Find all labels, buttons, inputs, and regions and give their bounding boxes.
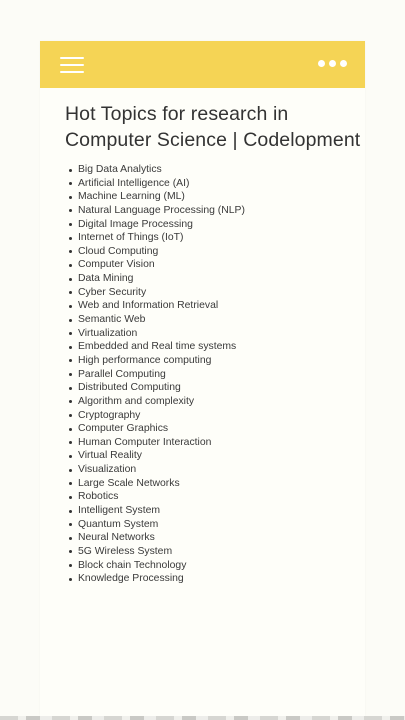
list-item: Natural Language Processing (NLP) xyxy=(65,204,245,218)
list-item: Distributed Computing xyxy=(65,381,245,395)
list-item: Block chain Technology xyxy=(65,559,245,573)
list-item: Semantic Web xyxy=(65,313,245,327)
list-item: Cyber Security xyxy=(65,286,245,300)
list-item: Web and Information Retrieval xyxy=(65,299,245,313)
list-item: Large Scale Networks xyxy=(65,477,245,491)
list-item: Artificial Intelligence (AI) xyxy=(65,177,245,191)
list-item: Embedded and Real time systems xyxy=(65,340,245,354)
list-item: 5G Wireless System xyxy=(65,545,245,559)
list-item: Knowledge Processing xyxy=(65,572,245,586)
list-item: Quantum System xyxy=(65,518,245,532)
list-item: Computer Graphics xyxy=(65,422,245,436)
list-item: Machine Learning (ML) xyxy=(65,190,245,204)
list-item: Parallel Computing xyxy=(65,368,245,382)
list-item: Algorithm and complexity xyxy=(65,395,245,409)
list-item: Big Data Analytics xyxy=(65,163,245,177)
topic-list xyxy=(65,163,245,586)
list-item: Computer Vision xyxy=(65,258,245,272)
list-item: Internet of Things (IoT) xyxy=(65,231,245,245)
top-bar xyxy=(40,41,365,88)
list-item: Human Computer Interaction xyxy=(65,436,245,450)
hamburger-menu-icon[interactable] xyxy=(60,55,84,74)
more-options-icon[interactable] xyxy=(318,60,347,68)
list-item: Data Mining xyxy=(65,272,245,286)
list-item: High performance computing xyxy=(65,354,245,368)
bottom-edge-strip xyxy=(0,716,405,720)
list-item: Cloud Computing xyxy=(65,245,245,259)
list-item: Virtualization xyxy=(65,327,245,341)
article-card xyxy=(40,41,365,716)
list-item: Robotics xyxy=(65,490,245,504)
list-item: Visualization xyxy=(65,463,245,477)
list-item: Intelligent System xyxy=(65,504,245,518)
list-item: Virtual Reality xyxy=(65,449,245,463)
list-item: Neural Networks xyxy=(65,531,245,545)
page-title: Hot Topics for research in Computer Science | Codelopment xyxy=(65,103,361,151)
list-item: Cryptography xyxy=(65,409,245,423)
list-item: Digital Image Processing xyxy=(65,218,245,232)
